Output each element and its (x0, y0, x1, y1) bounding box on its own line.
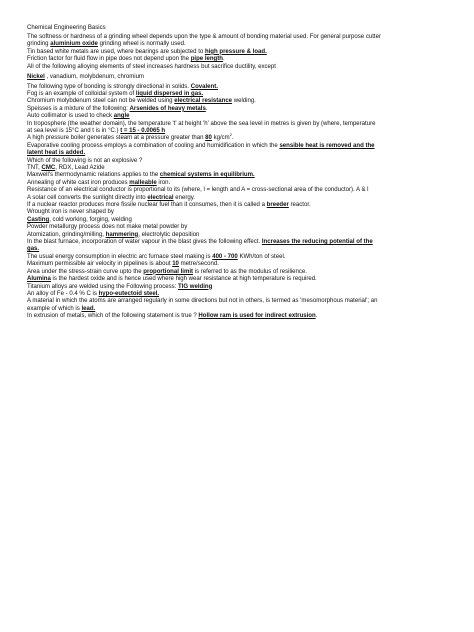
answer-text: lead. (81, 305, 96, 312)
line-text: , cold working, forging, welding (49, 216, 132, 223)
text-line (27, 246, 452, 253)
text-line (27, 313, 452, 320)
text-line (27, 202, 452, 209)
line-text: Annealing of white cast iron produces (27, 179, 130, 186)
line-text: grinding (27, 41, 51, 48)
line-text: In troposphere (the weather domain), the temperature 't' at height 'h' above the sea level in metres is given by (where, temperature (27, 120, 376, 127)
text-line (27, 158, 452, 165)
text-line (27, 261, 452, 268)
text-line (27, 306, 452, 313)
text-line (27, 91, 452, 98)
line-text: KWh/ton of steel. (237, 253, 286, 260)
line-text: TNT, (27, 165, 42, 172)
line-text: , vanadium, molybdenum, chromium (44, 73, 144, 80)
line-text: , RDX, Lead Azide (55, 165, 105, 172)
answer-text: malleable (129, 179, 157, 186)
text-line (27, 239, 452, 246)
text-line (27, 64, 452, 71)
answer-text: aluminium oxide (50, 41, 98, 48)
line-text: . (222, 56, 225, 63)
line-text: If a nuclear reactor produces more fissile nuclear fuel than it consumes, then it is called a (27, 202, 267, 209)
line-text: Speisses is a mixture of the following: (27, 105, 130, 112)
text-line (27, 41, 452, 48)
text-line (27, 284, 452, 291)
line-text: Tin based white metals are used, where bearings are subjected to (27, 48, 205, 55)
line-text: reactor. (288, 202, 311, 209)
answer-text: proportional limit (143, 268, 194, 275)
text-line (27, 195, 452, 202)
line-text: grinding wheel is normally used. (97, 41, 186, 48)
line-text: Maxwell's thermodynamic relations applies to the (27, 172, 160, 179)
superscript: 2 (229, 132, 232, 138)
line-text: The following type of bonding is strongly directional in solids. (27, 83, 191, 90)
answer-text: electrical resistance (174, 98, 233, 105)
text-line (27, 34, 452, 41)
line-text: Friction factor for fluid flow in pipe does not depend upon the (27, 56, 191, 63)
text-line (27, 98, 452, 105)
line-text: Wrought iron is never shaped by (27, 209, 114, 216)
line-text: The usual energy consumption in electric arc furnace steel making is (27, 253, 213, 260)
text-line (27, 269, 452, 276)
line-text: is referred to as the modulus of resilience. (193, 268, 307, 275)
line-text: metre/second. (178, 261, 219, 268)
answer-text: pipe length (190, 56, 223, 63)
document-lines (27, 34, 452, 321)
line-text: All of the following alloying elements of steel increases hardness but sacrifice ductility, except (27, 63, 276, 70)
text-line (27, 224, 452, 231)
answer-text: Increases the reducing potential of the (261, 239, 373, 246)
text-line (27, 56, 452, 63)
line-text: is the hardest oxide and is hence used where high wear resistance at high temperature is required. (50, 276, 317, 283)
line-text: . (231, 135, 234, 142)
text-line (27, 180, 452, 187)
line-text: energy. (173, 194, 195, 201)
answer-text: Alumina (27, 276, 51, 283)
answer-text: liquid dispersed in gas. (135, 90, 204, 97)
line-text: Auto collimator is used to check (27, 113, 114, 120)
text-line (27, 143, 452, 150)
answer-text: gas. (27, 246, 40, 253)
answer-text: high pressure & load. (204, 48, 267, 55)
line-text: A material in which the atoms are arranged regularly in some directions but not in others, is termed as 'mesomorphous material'; an (27, 298, 378, 305)
text-line (27, 49, 452, 56)
line-text: example of which is (27, 305, 82, 312)
answer-text: TIG welding (178, 283, 213, 290)
text-line (27, 209, 452, 216)
line-text: Atomization, grinding/milling, (27, 231, 106, 238)
text-line (27, 121, 452, 128)
line-text: Area under the stress-strain curve upto the (27, 268, 144, 275)
text-line (27, 84, 452, 91)
answer-text: angle (113, 113, 130, 120)
text-line (27, 165, 452, 172)
line-text: Evaporative cooling process employs a combination of cooling and humidification in which the (27, 142, 280, 149)
text-line (27, 172, 452, 179)
text-line (27, 276, 452, 283)
line-text: An alloy of Fe - 0.4 % C is (27, 290, 99, 297)
answer-text: t = 15 - 0.0065 h (120, 127, 166, 134)
line-text: A solar cell converts the sunlight directly into (27, 194, 148, 201)
answer-text: electrical (147, 194, 174, 201)
line-text: at sea level is 15°C and t is in °C.) (27, 127, 121, 134)
text-line (27, 106, 452, 113)
text-line (27, 74, 452, 81)
line-text: In extrusion of metals, which of the following statement is true ? (27, 313, 199, 320)
text-line (27, 217, 452, 224)
text-line (27, 113, 452, 120)
line-text: , electrolytic deposition (138, 231, 200, 238)
line-text: The softness or hardness of a grinding wheel depends upon the type & amount of bonding material used. For general purpose cutter (27, 33, 381, 40)
answer-text: Casting (27, 216, 50, 223)
line-text: Titanium alloys are welded using the Following process: (27, 283, 179, 290)
text-line (27, 132, 452, 142)
line-text: welding. (232, 98, 256, 105)
line-text: A high pressure boiler generates steam at a pressure greater than (27, 135, 206, 142)
line-text: Maximum permissible air velocity in pipelines is about (27, 261, 173, 268)
answer-text: hammering (105, 231, 139, 238)
line-text: iron. (156, 179, 171, 186)
answer-text: Covalent. (190, 83, 218, 90)
answer-text: 10 (172, 261, 179, 268)
answer-text: CMC (41, 165, 56, 172)
answer-text: chemical systems in equilibrium. (159, 172, 255, 179)
text-line (27, 150, 452, 157)
line-text: Powder metallurgy process does not make metal powder by (27, 224, 188, 231)
line-text: Resistance of an electrical conductor is proportional to its (where, l = length and A = cross-sectional area of the conductor). A & l (27, 187, 369, 194)
answer-text: 80 (205, 135, 212, 142)
text-line (27, 298, 452, 305)
document-title: Chemical Engineering Basics (27, 25, 106, 31)
text-line (27, 254, 452, 261)
line-text: . (315, 313, 318, 320)
text-line (27, 291, 452, 298)
answer-text: 400 - 700 (212, 253, 238, 260)
text-line (27, 232, 452, 239)
document-body (27, 25, 452, 321)
answer-text: Nickel (27, 73, 45, 80)
line-text: . (205, 105, 208, 112)
answer-text: hypo-eutectoid steel. (98, 290, 160, 297)
line-text: Fog is an example of colloidal system of (27, 90, 136, 97)
line-text: Which of the following is not an explosive ? (27, 157, 143, 164)
answer-text: latent heat is added. (27, 150, 86, 157)
answer-text: Arsenides of heavy metals (129, 105, 206, 112)
answer-text: Hollow ram is used for indirect extrusion (198, 313, 316, 320)
line-text: In the blast furnace, incorporation of water vapour in the blast gives the following effect. (27, 239, 262, 246)
line-text: kg/cm (211, 135, 230, 142)
text-line (27, 187, 452, 194)
answer-text: breeder (266, 202, 289, 209)
answer-text: sensible heat is removed and the (279, 142, 375, 149)
line-text: Chromium molybdenum steel can not be welded using (27, 98, 175, 105)
